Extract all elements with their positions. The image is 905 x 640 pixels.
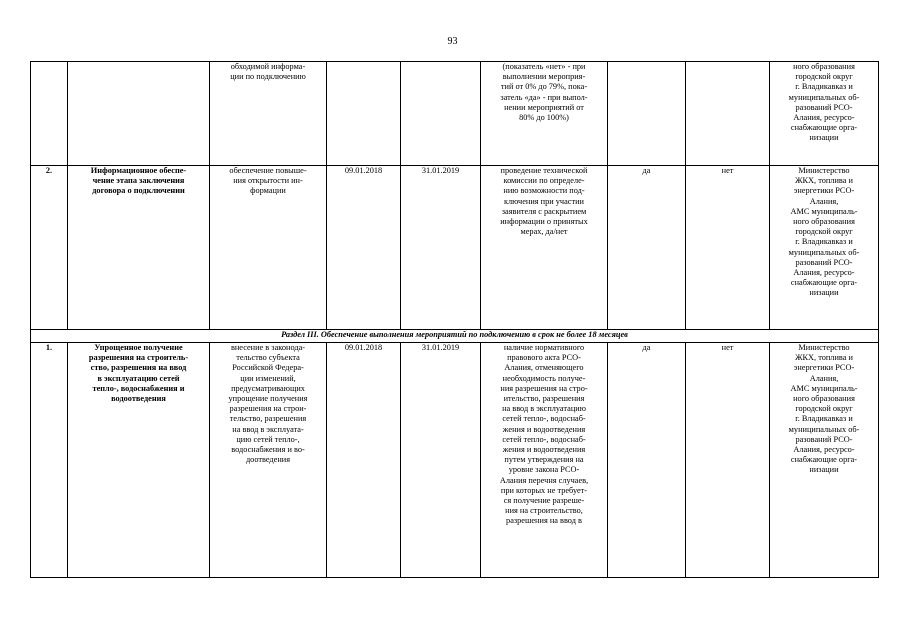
- row-number: [31, 62, 68, 166]
- page-number: 93: [447, 36, 458, 47]
- fact-value: нет: [686, 343, 770, 578]
- plan-value: [608, 62, 686, 166]
- indicator: (показатель «нет» - при выполнении мероприя- тий от 0% до 79%, пока- затель «да» - при выпол- нении мероприятий от 80% до 100%): [481, 62, 608, 166]
- section-title: Раздел III. Обеспечение выполнения мероприятий по подключению в срок не более 18 месяцев: [31, 330, 879, 343]
- plan-value: да: [608, 166, 686, 330]
- indicator: наличие нормативного правового акта РСО- Алания, отменяющего необходимость получе- ния разрешения на стро- ительство, разрешения на ввод в эксплуатацию сетей тепло-, водоснаб- жения и водоотведения сетей тепло-, водоснаб- жения и водоотведения путем утверждения на уровне закона РСО- Алания перечня случаев, при которых не требует- ся получение разреше- ния на строительство, разрешения на ввод в: [481, 343, 608, 578]
- end-date: 31.01.2019: [401, 343, 481, 578]
- start-date: 09.01.2018: [327, 343, 401, 578]
- responsible: Министерство ЖКХ, топлива и энергетики РСО- Алания, АМС муниципаль- ного образования городской округ г. Владикавказ и муниципальных об- разований РСО- Алания, ресурсо- снабжающие орга- низации: [770, 166, 879, 330]
- measure-content: обеспечение повыше- ния открытости ин- формации: [210, 166, 327, 330]
- table-row: [31, 166, 879, 330]
- measure-name: [68, 62, 210, 166]
- table-row: [31, 343, 879, 578]
- fact-value: [686, 62, 770, 166]
- indicator: проведение технической комиссии по определе- нию возможности под- ключения при участии заявителя с раскрытием информации о принятых мерах, да/нет: [481, 166, 608, 330]
- row-number: 1.: [31, 343, 68, 578]
- responsible: ного образования городской округ г. Владикавказ и муниципальных об- разований РСО- Алания, ресурсо- снабжающие орга- низации: [770, 62, 879, 166]
- plan-value: да: [608, 343, 686, 578]
- row-number: 2.: [31, 166, 68, 330]
- section-row: [31, 330, 879, 343]
- measure-name: Информационное обеспе- чение этапа заключения договора о подключении: [68, 166, 210, 330]
- fact-value: нет: [686, 166, 770, 330]
- end-date: 31.01.2019: [401, 166, 481, 330]
- measures-table: [30, 61, 879, 578]
- responsible: Министерство ЖКХ, топлива и энергетики РСО- Алания, АМС муниципаль- ного образования городской округ г. Владикавказ и муниципальных об- разований РСО- Алания, ресурсо- снабжающие орга- низации: [770, 343, 879, 578]
- end-date: [401, 62, 481, 166]
- measure-name: Упрощенное получение разрешения на строитель- ство, разрешения на ввод в эксплуатацию сетей тепло-, водоснабжения и водоотведения: [68, 343, 210, 578]
- measure-content: внесение в законода- тельство субъекта Российской Федера- ции изменений, предусматривающих упрощение получения разрешения на строи- тельство, разрешения на ввод в эксплуата- цию сетей тепло-, водоснабжения и во- доотведения: [210, 343, 327, 578]
- measure-content: обходимой информа- ции по подключению: [210, 62, 327, 166]
- start-date: 09.01.2018: [327, 166, 401, 330]
- start-date: [327, 62, 401, 166]
- table-row: [31, 62, 879, 166]
